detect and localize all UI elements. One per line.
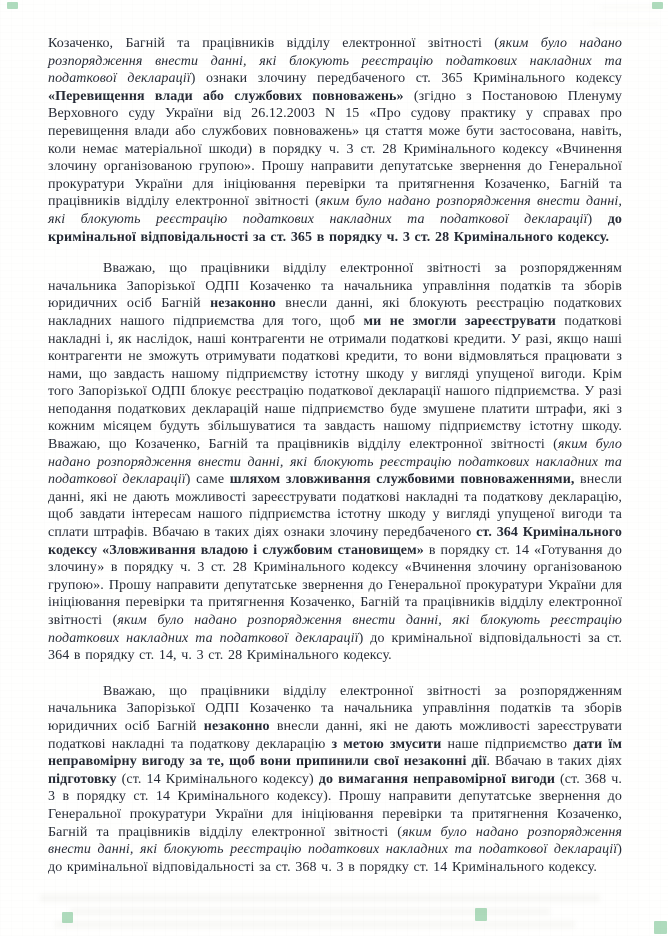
text-run-normal: ): [587, 211, 608, 227]
text-run-normal: . Вбачаю в таких діях: [486, 754, 622, 770]
text-run-normal: Вважаю, що працівники відділу електронної звітності за розпорядженням начальника Запорізької ОДПІ Козаченко та начальника управління податків та зборів юридичних осіб Багній: [48, 683, 622, 734]
text-run-normal: (ст. 14 Кримінального кодексу): [116, 771, 319, 787]
text-run-bold: незаконно: [203, 718, 270, 734]
text-run-bold: ми не змогли зареєструвати: [363, 313, 556, 329]
paragraph-criminal-code-368: [48, 683, 622, 877]
document-text-block: [48, 35, 622, 876]
bleed-through-artifact: [600, 6, 660, 9]
text-run-bold: підготовку: [48, 771, 117, 787]
text-run-bold: до вимагання неправомірної вигоди: [318, 771, 555, 787]
text-run-normal: податкові накладні і, як наслідок, наші контрагенти не отримали податкові кредити. У разі, якщо наші контрагенти не зможуть отримувати податкові кредити, то вони відмовляться працювати з нами, що завдасть нашому підприємству істотну шкоду у вигляді упущеної вигоди. Крім того Запорізької ОДПІ блокує реєстрацію податкової декларації нашого підприємства. У разі неподання податкових декларацій наше підприємство буде змушене платити штрафи, які з кожним місяцем будуть збільшуватися та завдасть нашому підприємству істотну шкоду. Вважаю, що Козаченко, Багній та працівників відділу електронної звітності (: [48, 313, 622, 453]
text-run-normal: ) саме: [185, 472, 230, 488]
text-run-normal: ) ознаки злочину передбаченого ст. 365 Кримінального кодексу: [190, 71, 622, 87]
text-run-normal: Вважаю, що працівники відділу електронної звітності за розпорядженням начальника Запорізької ОДПІ Козаченко та начальника управління податків та зборів юридичних осіб Багній: [48, 261, 622, 312]
scan-corner-mark: [475, 908, 487, 921]
text-run-normal: Козаченко, Багній та працівників відділу електронної звітності (: [48, 36, 500, 51]
text-run-italic: яким було надано розпорядження внести данні, які блокують реєстрацію податкових накладних та податкової декларації: [48, 613, 622, 646]
bleed-through-artifact: [55, 921, 575, 928]
text-run-normal: ) до кримінальної відповідальності за ст. 364 в порядку ст. 14, ч. 3 ст. 28 Кримінального кодексу.: [48, 630, 623, 664]
text-run-bold: шляхом зловживання службовими повноваженнями,: [229, 472, 575, 488]
text-run-normal: внесли данні, які не дають можливості зареєструвати податкові накладні та податкову декларацію, щоб завдати інтересам нашого підприємства істотну шкоду у вигляді упущеної вигоди та сплати штрафів. Вбачаю в таких діях ознаки злочину передбаченого: [48, 472, 622, 541]
text-run-bold: ст. 364 Кримінального кодексу «Зловживання владою і службовим становищем»: [48, 525, 622, 558]
text-run-normal: внесли данні, які не дають можливості зареєструвати податкові накладні та податкову декларацію: [48, 718, 622, 752]
text-run-normal: ) до кримінальної відповідальності за ст. 368 ч. 3 в порядку ст. 14 Кримінального кодексу.: [48, 842, 622, 875]
text-run-bold: незаконно: [210, 296, 276, 312]
paragraph-criminal-code-364: [48, 260, 622, 665]
paragraph-criminal-code-365: [48, 35, 622, 246]
text-run-bold: з метою змусити: [331, 736, 442, 752]
text-run-bold: «Перевищення влади або службових повноважень»: [48, 88, 404, 104]
text-run-bold: дати їм неправомірну вигоду за те, щоб вони припинили свої незаконні дії: [48, 736, 622, 770]
scan-corner-mark: [7, 2, 18, 9]
text-run-normal: в порядку ст. 14 «Готування до злочину» в порядку ч. 3 ст. 28 Кримінального кодексу «Вчинення злочину організованою групою». Прошу направити депутатське звернення до Генеральної прокуратури України для ініціювання перевірки та притягнення Козаченко, Багній та працівників відділу електронної звітності (: [48, 542, 622, 628]
text-run-italic: яким було надано розпорядження внести данні, які блокують реєстрацію податкових накладних та податкової декларації: [48, 824, 622, 858]
scan-corner-mark: [62, 912, 73, 923]
text-run-italic: яким було надано розпорядження внести данні, які блокують реєстрацію податкових накладних та податкової декларації: [48, 194, 622, 227]
text-run-normal: внесли данні, які блокують реєстрацію податкових накладних нашого підприємства для того, щоб: [48, 296, 622, 329]
text-run-italic: яким було надано розпорядження внести данні, які блокують реєстрацію податкових накладних та податкової декларації: [48, 36, 622, 87]
bleed-through-artifact: [590, 22, 660, 25]
text-run-normal: (ст. 368 ч. 3 в порядку ст. 14 Кримінального кодексу). Прошу направити депутатське звернення до Генеральної прокуратури України для ініціювання перевірки та притягнення Козаченко, Багній та працівників відділу електронної звітності (: [48, 771, 622, 840]
text-run-italic: яким було надано розпорядження внести данні, які блокують реєстрацію податкових накладних та податкової декларації: [48, 437, 622, 488]
text-run-normal: (згідно з Постановою Пленуму Верховного суду України від 26.12.2003 N 15 «Про судову практику у справах про перевищення влади або службових повноважень» ця стаття може бути застосована, навіть, коли немає матеріальної шкоди) в порядку ч. 3 ст. 28 Кримінального кодексу «Вчинення злочину організованою групою». Прошу направити депутатське звернення до Генеральної прокуратури України для ініціювання перевірки та притягнення Козаченко, Багній та працівників відділу електронної звітності (: [48, 88, 622, 210]
scan-corner-mark: [654, 921, 667, 934]
text-run-bold: до кримінальної відповідальності за ст. 365 в порядку ч. 3 ст. 28 Кримінального кодексу.: [48, 211, 622, 245]
text-run-normal: наше підприємство: [441, 736, 574, 752]
bleed-through-artifact: [40, 894, 600, 902]
scan-corner-mark: [652, 2, 663, 9]
